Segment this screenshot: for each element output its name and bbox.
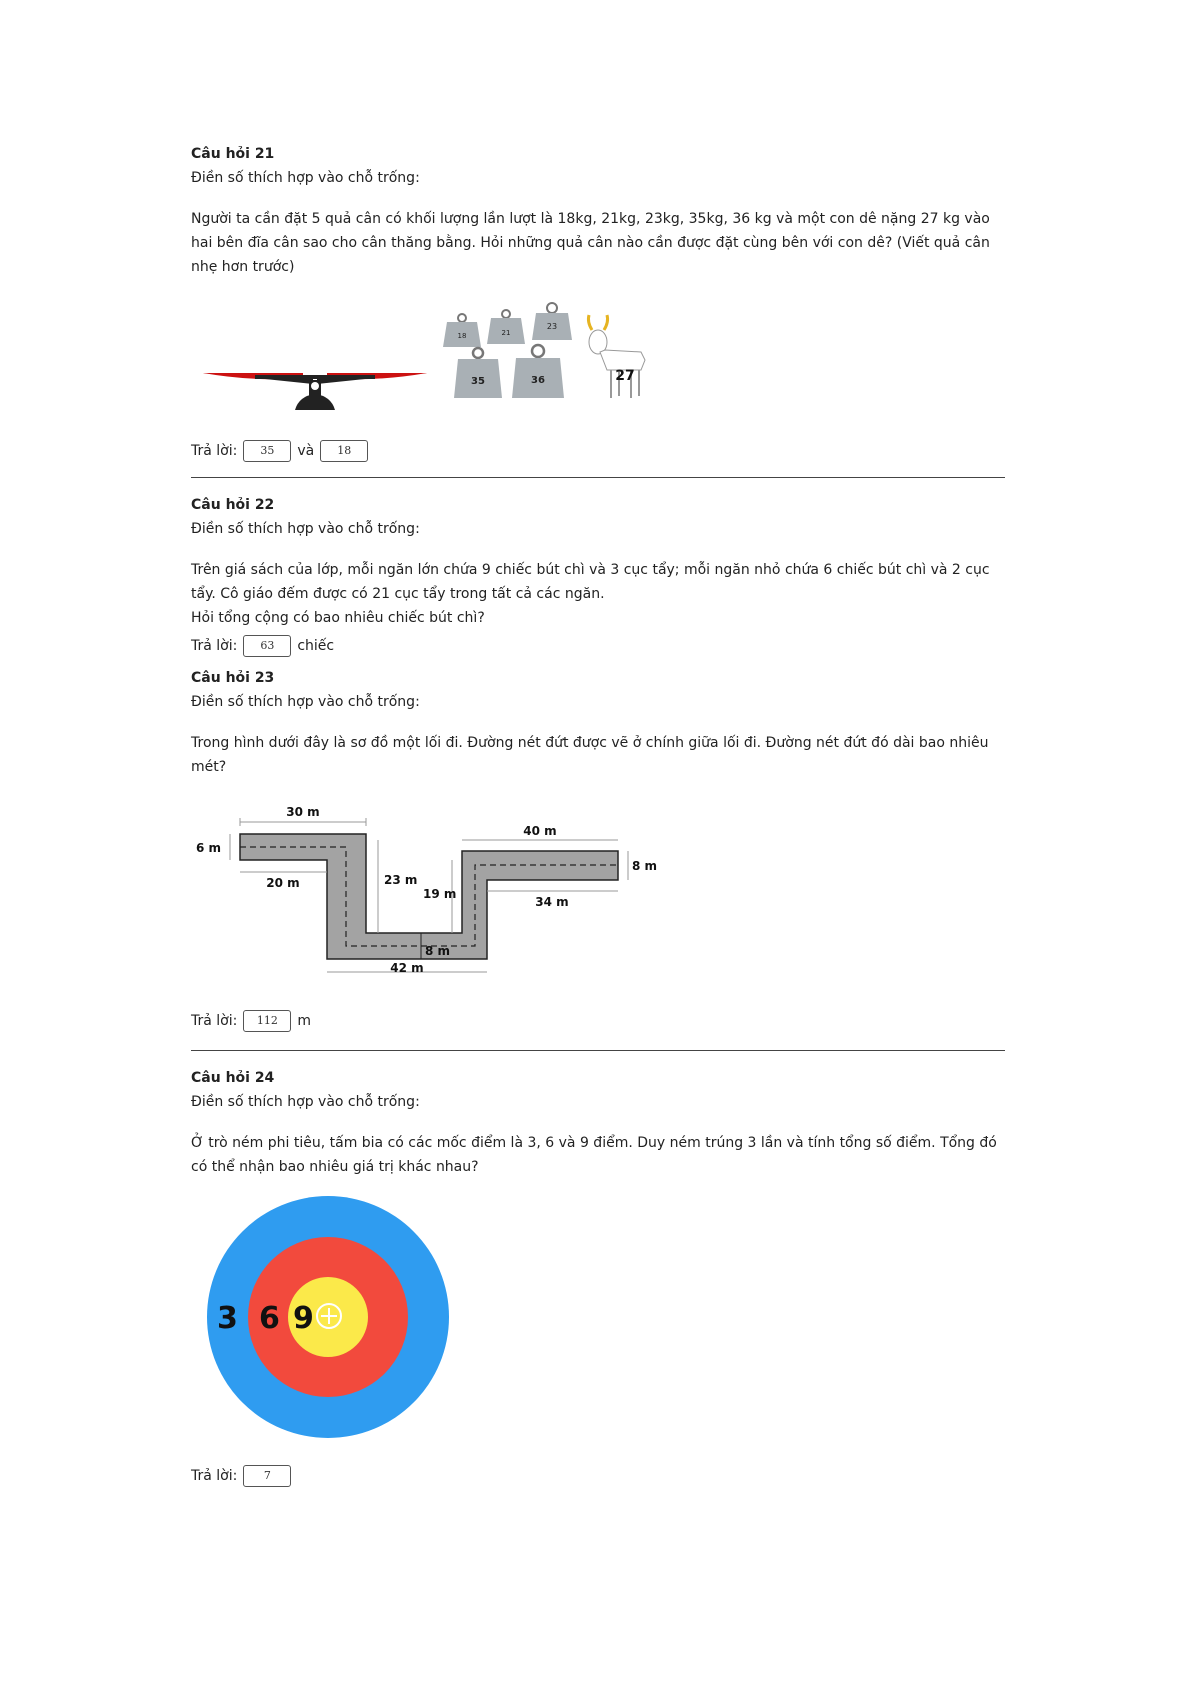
dim-19m-label: 19 m (423, 887, 457, 901)
q21-answer-label: Trả lời: (191, 443, 238, 459)
weight-23-icon (532, 303, 572, 340)
q22-text: Trên giá sách của lớp, mỗi ngăn lớn chứa 9 chiếc bút chì và 3 cục tẩy; mỗi ngăn nhỏ chứa 6 chiếc bút chì và 2 cục tẩy. Cô giáo đếm được có 21 cục tẩy trong tất cả các ngăn. (191, 562, 990, 602)
dim-30m-label: 30 m (286, 805, 320, 819)
weight-35-label: 35 (471, 376, 485, 387)
goat-icon (588, 315, 645, 398)
dim-6m-label: 6 m (196, 841, 222, 855)
q21-joiner: và (297, 443, 315, 459)
q22-answer-field[interactable]: 63 (243, 635, 291, 657)
weight-35-icon (454, 348, 502, 398)
q21-title: Câu hỏi 21 (191, 146, 275, 162)
q23-unit: m (297, 1013, 311, 1029)
ring-label-3: 3 (217, 1301, 238, 1336)
q21-text: Người ta cần đặt 5 quả cân có khối lượng lần lượt là 18kg, 21kg, 23kg, 35kg, 36 kg và một con dê nặng 27 kg vào hai bên đĩa cân sao cho cân thăng bằng. Hỏi những quả cân nào cần được đặt cùng bên với con dê? (Viết quả cân nhẹ hơn trước) (191, 211, 990, 275)
dim-40m-label: 40 m (523, 824, 557, 838)
q24-answer-row (191, 1465, 291, 1487)
ring-label-6: 6 (259, 1301, 280, 1336)
q23-answer-row (191, 1010, 311, 1032)
q22-title: Câu hỏi 22 (191, 497, 275, 513)
q24-answer-label: Trả lời: (191, 1468, 238, 1484)
dim-42m-label: 42 m (390, 961, 424, 975)
dim-8m-right-label: 8 m (632, 859, 658, 873)
weight-23-label: 23 (546, 322, 558, 331)
weight-18-label: 18 (457, 332, 467, 340)
balance-scale-icon (203, 373, 427, 410)
q22-instruction: Điền số thích hợp vào chỗ trống: (191, 521, 420, 537)
q21-answer2-field[interactable]: 18 (320, 440, 368, 462)
dim-34m-label: 34 m (535, 895, 569, 909)
pathway-diagram (190, 800, 670, 985)
q23-text: Trong hình dưới đây là sơ đồ một lối đi. Đường nét đứt được vẽ ở chính giữa lối đi. Đường nét đứt đó dài bao nhiêu mét? (191, 735, 989, 775)
q21-answer1-field[interactable]: 35 (243, 440, 291, 462)
q22-answer-row (191, 635, 334, 657)
q21-answer-row (191, 440, 368, 462)
weight-36-icon (512, 345, 564, 398)
q23-instruction: Điền số thích hợp vào chỗ trống: (191, 694, 420, 710)
q23-title: Câu hỏi 23 (191, 670, 275, 686)
scale-weights-goat-figure (195, 300, 675, 415)
q21-instruction: Điền số thích hợp vào chỗ trống: (191, 170, 420, 186)
ring-label-9: 9 (293, 1301, 314, 1336)
dim-23m-label: 23 m (384, 873, 418, 887)
dim-20m-label: 20 m (266, 876, 300, 890)
weights-icon-group (443, 303, 572, 398)
q24-answer-field[interactable]: 7 (243, 1465, 291, 1487)
q22-question: Hỏi tổng cộng có bao nhiêu chiếc bút chì? (191, 610, 485, 626)
divider (191, 1050, 1005, 1051)
weight-36-label: 36 (531, 375, 545, 386)
weight-21-label: 21 (501, 329, 511, 337)
divider (191, 477, 1005, 478)
dim-8m-bottom-label: 8 m (425, 944, 451, 958)
q24-title: Câu hỏi 24 (191, 1070, 275, 1086)
q22-answer-label: Trả lời: (191, 638, 238, 654)
q23-answer-label: Trả lời: (191, 1013, 238, 1029)
q23-answer-field[interactable]: 112 (243, 1010, 291, 1032)
dartboard-target (205, 1195, 455, 1440)
q24-text: Ở trò ném phi tiêu, tấm bia có các mốc điểm là 3, 6 và 9 điểm. Duy ném trúng 3 lần và tính tổng số điểm. Tổng đó có thể nhận bao nhiêu giá trị khác nhau? (191, 1135, 997, 1175)
weight-18-icon (443, 314, 481, 347)
q24-instruction: Điền số thích hợp vào chỗ trống: (191, 1094, 420, 1110)
goat-weight-label: 27 (615, 368, 635, 384)
q22-unit: chiếc (297, 638, 335, 654)
weight-21-icon (487, 310, 525, 344)
